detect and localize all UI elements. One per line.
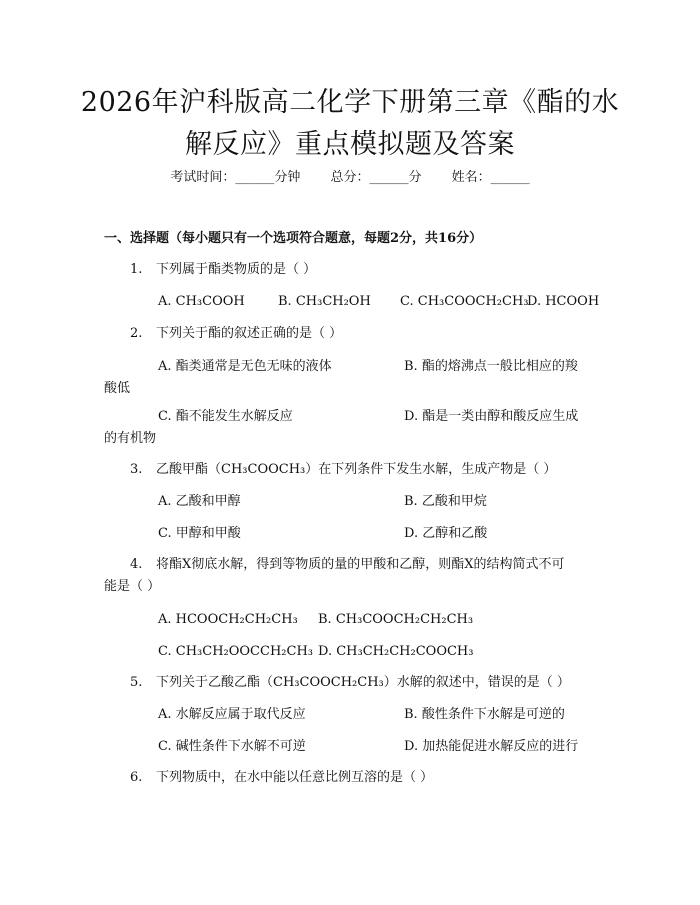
q5-option-c: C. 碱性条件下水解不可逆 — [158, 739, 306, 754]
question-2 — [130, 325, 342, 343]
q5-option-d: D. 加热能促进水解反应的进行 — [404, 739, 579, 754]
q1-option-b: B. CH₃CH₂OH — [278, 294, 371, 309]
question-5 — [130, 674, 570, 692]
q1-option-d: D. HCOOH — [527, 294, 600, 309]
question-number: 3. — [130, 462, 143, 477]
name-field: 姓名：______ — [451, 170, 530, 185]
exam-time-field: 考试时间：______分钟 — [170, 170, 301, 185]
q2-option-c: C. 酯不能发生水解反应 — [158, 409, 293, 424]
q3-option-c: C. 甲醇和甲酸 — [158, 526, 241, 541]
question-number: 6. — [130, 770, 143, 785]
question-text: 下列关于乙酸乙酯（CH₃COOCH₂CH₃）水解的叙述中，错误的是（ ） — [156, 675, 570, 690]
question-text: 下列属于酯类物质的是（ ） — [156, 262, 317, 277]
question-number: 1. — [130, 262, 143, 277]
exam-info-line — [0, 169, 700, 187]
total-score-field: 总分：______分 — [330, 170, 422, 185]
exam-title-line2: 解反应》重点模拟题及答案 — [185, 129, 515, 160]
question-6 — [130, 769, 433, 787]
q2-option-d: D. 酯是一类由醇和酸反应生成 — [404, 409, 579, 424]
question-3 — [130, 461, 556, 479]
q4-option-c: C. CH₃CH₂OOCCH₂CH₃ — [158, 644, 313, 659]
q5-option-a: A. 水解反应属于取代反应 — [158, 707, 306, 722]
section-heading-multiple-choice: 一、选择题（每小题只有一个选项符合题意，每题2分，共16分） — [104, 231, 483, 246]
question-text: 将酯X彻底水解，得到等物质的量的甲酸和乙醇，则酯X的结构简式不可 — [156, 557, 565, 572]
exam-title-line1: 2026年沪科版高二化学下册第三章《酯的水 — [80, 87, 620, 118]
q3-option-d: D. 乙醇和乙酸 — [404, 526, 488, 541]
q2-option-b-continued: 酸低 — [104, 381, 131, 396]
q4-option-a: A. HCOOCH₂CH₂CH₃ — [158, 612, 298, 627]
q2-option-a: A. 酯类通常是无色无味的液体 — [158, 359, 332, 374]
q3-option-a: A. 乙酸和甲醇 — [158, 494, 241, 509]
question-4-continued: 能是（ ） — [104, 579, 161, 594]
q4-option-d: D. CH₃CH₂CH₂COOCH₃ — [318, 644, 474, 659]
question-text: 下列物质中，在水中能以任意比例互溶的是（ ） — [156, 770, 434, 785]
q1-option-c: C. CH₃COOCH₂CH₃ — [400, 294, 529, 309]
question-number: 4. — [130, 557, 143, 572]
question-text: 下列关于酯的叙述正确的是（ ） — [156, 326, 343, 341]
question-number: 5. — [130, 675, 143, 690]
q2-option-b: B. 酯的熔沸点一般比相应的羧 — [404, 359, 578, 374]
q3-option-b: B. 乙酸和甲烷 — [404, 494, 487, 509]
question-1 — [130, 261, 316, 279]
q4-option-b: B. CH₃COOCH₂CH₂CH₃ — [318, 612, 474, 627]
q5-option-b: B. 酸性条件下水解是可逆的 — [404, 707, 565, 722]
q2-option-d-continued: 的有机物 — [104, 431, 157, 446]
q1-option-a: A. CH₃COOH — [158, 294, 245, 309]
question-4 — [130, 556, 565, 574]
question-number: 2. — [130, 326, 143, 341]
question-text: 乙酸甲酯（CH₃COOCH₃）在下列条件下发生水解，生成产物是（ ） — [156, 462, 557, 477]
